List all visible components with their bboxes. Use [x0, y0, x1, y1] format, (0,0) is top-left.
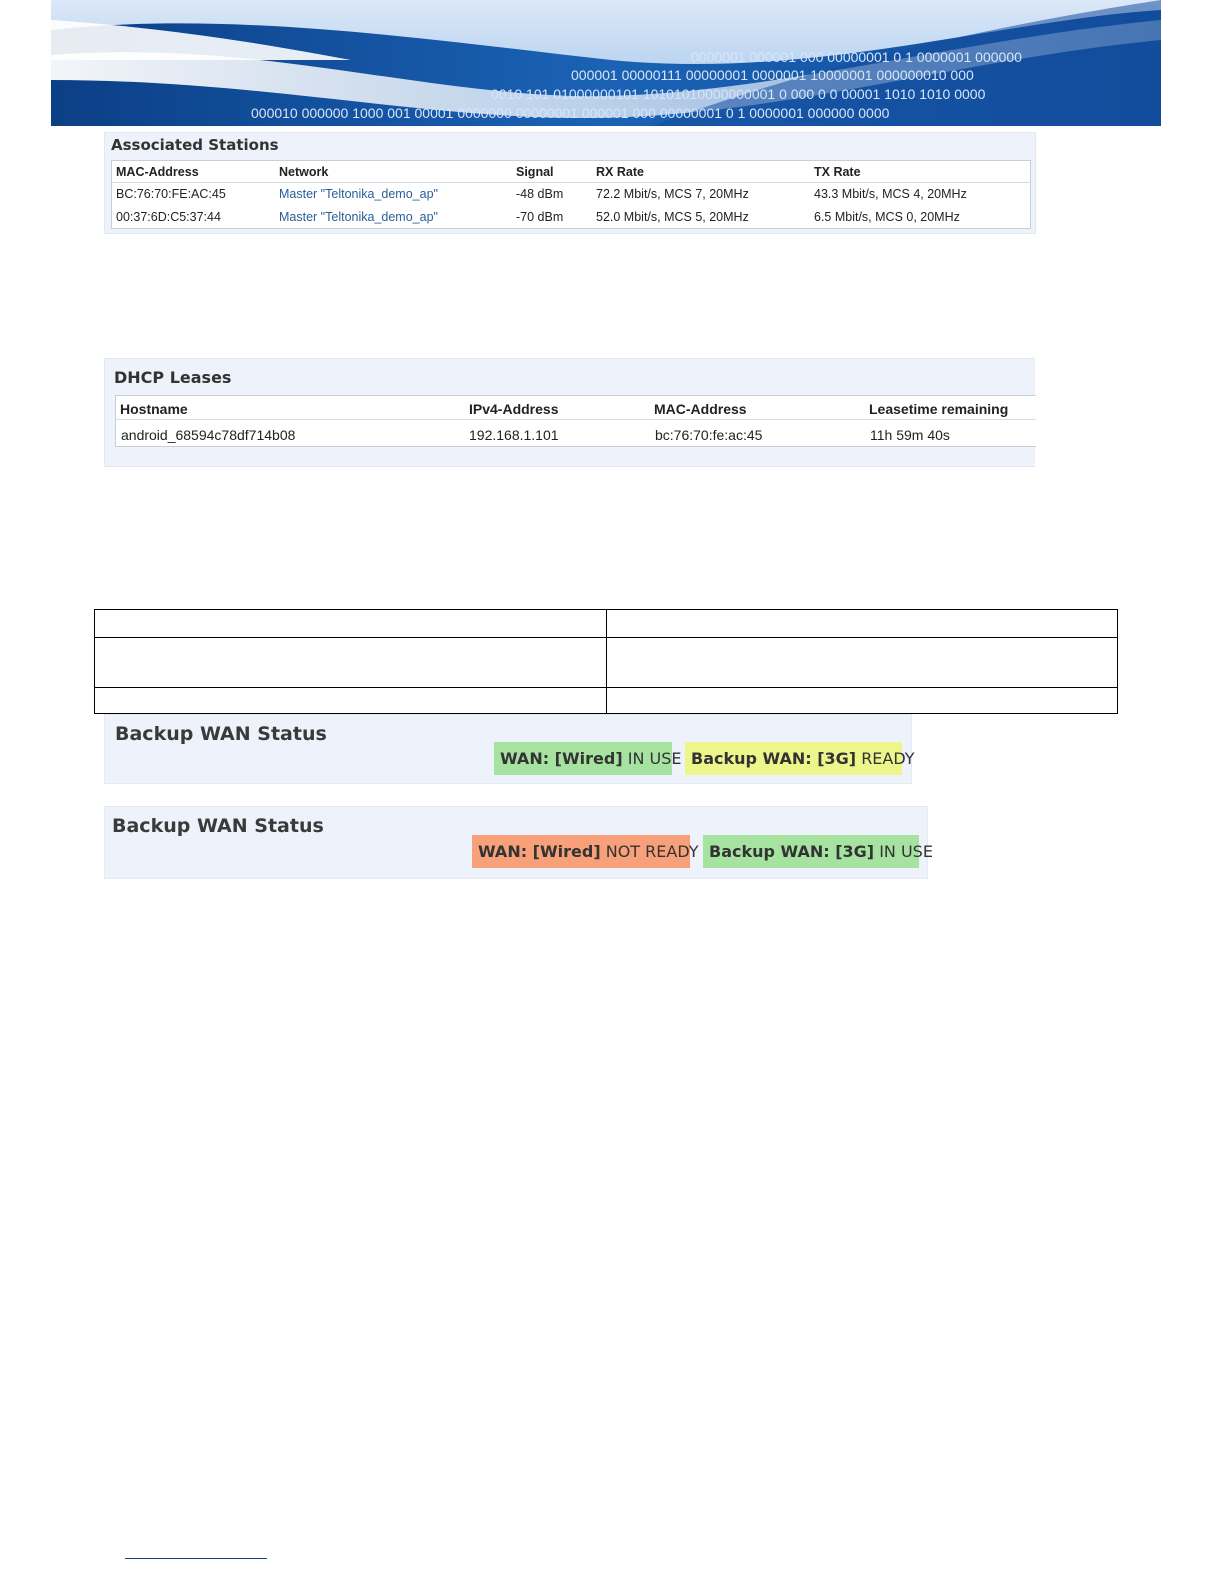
- backup-wan-status-panel: [104, 806, 933, 879]
- empty-document-table: [94, 609, 1118, 714]
- signal-cell: -70 dBm: [516, 210, 564, 224]
- tx-rate-cell: 6.5 Mbit/s, MCS 0, 20MHz: [814, 210, 960, 224]
- badge-status: READY: [861, 749, 915, 768]
- rx-rate-cell: 52.0 Mbit/s, MCS 5, 20MHz: [596, 210, 749, 224]
- badge-label: WAN: [Wired]: [478, 842, 601, 861]
- badge-label: WAN: [Wired]: [500, 749, 623, 768]
- column-header: TX Rate: [814, 165, 861, 179]
- badge-label: Backup WAN: [3G]: [709, 842, 875, 861]
- column-header: Leasetime remaining: [869, 401, 1009, 417]
- mac-address-cell: 00:37:6D:C5:37:44: [116, 210, 221, 224]
- wan-status-badge: [472, 835, 699, 868]
- wan-status-badge: [494, 742, 682, 775]
- column-header: MAC-Address: [116, 165, 199, 179]
- header-banner: [51, 0, 1161, 126]
- badge-label: Backup WAN: [3G]: [691, 749, 857, 768]
- associated-stations-panel: [104, 132, 1036, 234]
- banner-binary-text: 0010 101 01000000101 10101010000000001 0 000 0 0 00001 1010 1010 0000: [491, 86, 986, 102]
- badge-status: IN USE: [879, 842, 933, 861]
- ipv4-address-cell: 192.168.1.101: [469, 427, 559, 443]
- table-header-row: [112, 161, 1030, 183]
- column-header: Network: [279, 165, 329, 179]
- table-divider: [606, 610, 607, 713]
- mac-address-cell: BC:76:70:FE:AC:45: [116, 187, 226, 201]
- backup-wan-status-title: Backup WAN Status: [112, 815, 324, 837]
- banner-binary-text: 0000001 000001 000 00000001 0 1 0000001 000000: [691, 49, 1022, 65]
- badge-status: IN USE: [627, 749, 682, 768]
- column-header: MAC-Address: [654, 401, 747, 417]
- column-header: IPv4-Address: [469, 401, 559, 417]
- backup-wan-status-panel: [104, 714, 915, 784]
- banner-binary-text: 000010 000000 1000 001 00001 0000000 00000001 000001 000 00000001 0 1 0000001 000000 0000: [251, 105, 890, 121]
- leasetime-cell: 11h 59m 40s: [870, 427, 950, 443]
- column-header: Signal: [516, 165, 554, 179]
- backup-wan-status-badge: [703, 835, 933, 868]
- rx-rate-cell: 72.2 Mbit/s, MCS 7, 20MHz: [596, 187, 749, 201]
- backup-wan-status-title: Backup WAN Status: [115, 723, 327, 745]
- backup-wan-status-badge: [685, 742, 915, 775]
- badge-status: NOT READY: [605, 842, 699, 861]
- network-link[interactable]: Master "Teltonika_demo_ap": [279, 187, 438, 201]
- tx-rate-cell: 43.3 Mbit/s, MCS 4, 20MHz: [814, 187, 967, 201]
- footer-rule: [125, 1558, 267, 1559]
- associated-stations-title: Associated Stations: [111, 136, 279, 154]
- signal-cell: -48 dBm: [516, 187, 564, 201]
- banner-binary-text: 000001 00000111 00000001 0000001 10000001 000000010 000: [571, 67, 974, 83]
- table-header-row: [116, 396, 1036, 420]
- associated-stations-table: [111, 160, 1031, 229]
- network-link[interactable]: Master "Teltonika_demo_ap": [279, 210, 438, 224]
- hostname-cell: android_68594c78df714b08: [121, 427, 296, 443]
- dhcp-leases-title: DHCP Leases: [114, 368, 232, 387]
- column-header: RX Rate: [596, 165, 644, 179]
- banner-graphic: [51, 0, 1161, 126]
- dhcp-leases-panel: [104, 358, 1035, 467]
- column-header: Hostname: [120, 401, 188, 417]
- mac-address-cell: bc:76:70:fe:ac:45: [655, 427, 763, 443]
- dhcp-leases-table: [115, 395, 1036, 447]
